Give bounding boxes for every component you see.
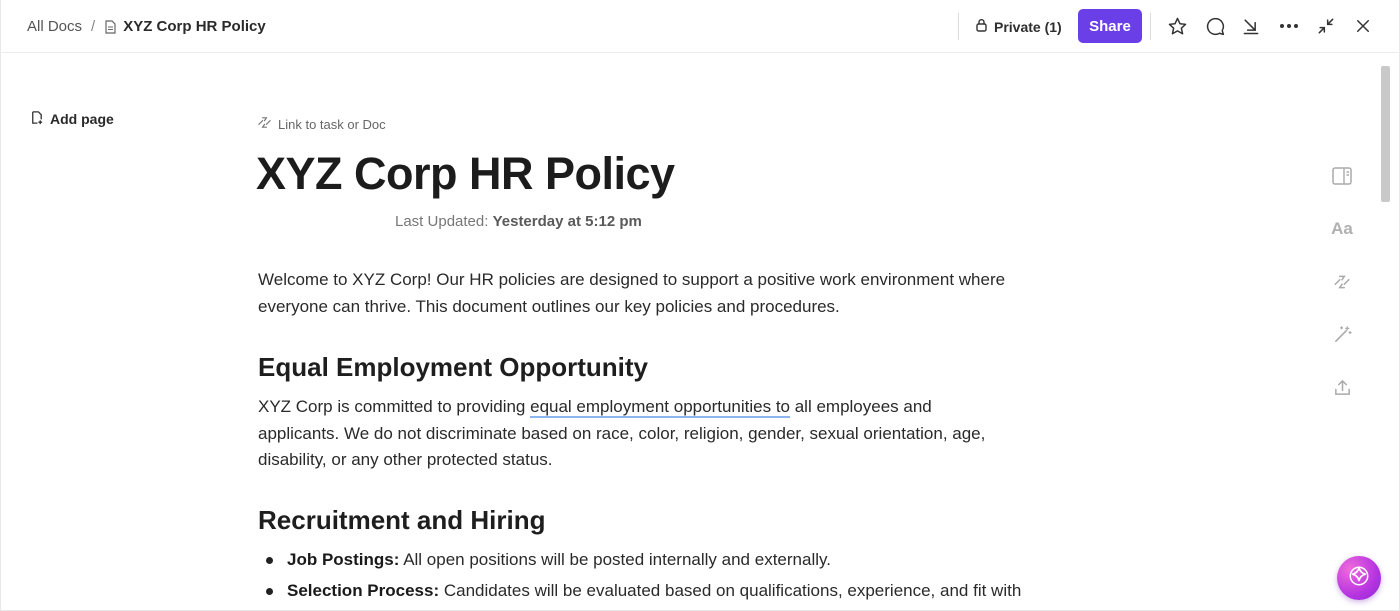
privacy-button[interactable]: [975, 12, 1062, 41]
text-segment: XYZ Corp is committed to providing: [258, 397, 531, 416]
intro-line: Welcome to XYZ Corp! Our HR policies are designed to support a positive work environment where: [258, 270, 1006, 289]
ai-sparkle-icon: [1348, 565, 1370, 592]
equal-employment-paragraph[interactable]: [258, 394, 1048, 474]
intro-line: everyone can thrive. This document outlines our key policies and procedures.: [258, 296, 840, 316]
page-title[interactable]: XYZ Corp HR Policy: [256, 148, 675, 199]
upload-icon[interactable]: [1330, 375, 1354, 399]
privacy-label: Private (1): [994, 18, 1062, 35]
breadcrumb-all-docs[interactable]: All Docs: [27, 18, 83, 35]
document-icon: [104, 20, 117, 34]
lock-icon: [975, 18, 988, 35]
intro-paragraph[interactable]: [258, 267, 1048, 320]
section-heading-recruitment[interactable]: Recruitment and Hiring: [258, 505, 546, 535]
download-icon[interactable]: [1239, 14, 1263, 38]
text-style-icon[interactable]: Aa: [1331, 219, 1353, 238]
breadcrumb: [27, 0, 266, 53]
breadcrumb-current-doc[interactable]: XYZ Corp HR Policy: [123, 18, 266, 35]
last-updated-value: Yesterday at 5:12 pm: [492, 213, 642, 230]
link-icon: [257, 115, 272, 133]
sidebar-panel-icon[interactable]: [1330, 164, 1354, 188]
topbar-divider: [958, 13, 959, 40]
list-item-text: Candidates will be evaluated based on qualifications, experience, and fit with: [439, 581, 1022, 600]
share-button[interactable]: Share: [1078, 9, 1142, 43]
list-item[interactable]: [266, 578, 1066, 609]
close-icon[interactable]: [1351, 14, 1375, 38]
list-item-label: Job Postings:: [287, 550, 400, 569]
paragraph-line: [258, 394, 1048, 421]
topbar-divider: [1150, 13, 1151, 40]
last-updated: [395, 213, 642, 230]
link-task-button[interactable]: [257, 114, 386, 134]
scrollbar-thumb[interactable]: [1381, 66, 1390, 202]
ai-assistant-button[interactable]: [1337, 556, 1381, 600]
star-icon[interactable]: [1165, 14, 1189, 38]
collapse-icon[interactable]: [1314, 14, 1338, 38]
section-heading-equal-employment[interactable]: Equal Employment Opportunity: [258, 352, 649, 382]
underlined-phrase[interactable]: equal employment opportunities to: [530, 397, 790, 416]
paragraph-line: disability, or any other protected status.: [258, 450, 553, 469]
add-page-icon: [29, 110, 44, 128]
breadcrumb-separator: /: [91, 18, 96, 35]
last-updated-label: Last Updated:: [395, 213, 489, 230]
paragraph-line: applicants. We do not discriminate based on race, color, religion, gender, sexual orientation, age,: [258, 423, 986, 443]
list-item[interactable]: [266, 547, 1066, 578]
list-item-text: All open positions will be posted internally and externally.: [399, 550, 831, 569]
text-segment: all employees and: [790, 397, 932, 416]
link-task-label: Link to task or Doc: [278, 116, 386, 132]
magic-wand-icon[interactable]: [1330, 322, 1354, 346]
add-page-label: Add page: [50, 111, 114, 127]
comment-icon[interactable]: [1203, 14, 1227, 38]
relationship-icon[interactable]: [1330, 270, 1354, 294]
top-bar: [0, 0, 1400, 53]
recruitment-list: [266, 547, 1066, 609]
add-page-button[interactable]: [29, 109, 114, 129]
more-icon[interactable]: [1277, 14, 1301, 38]
list-item-label: Selection Process:: [287, 581, 440, 600]
